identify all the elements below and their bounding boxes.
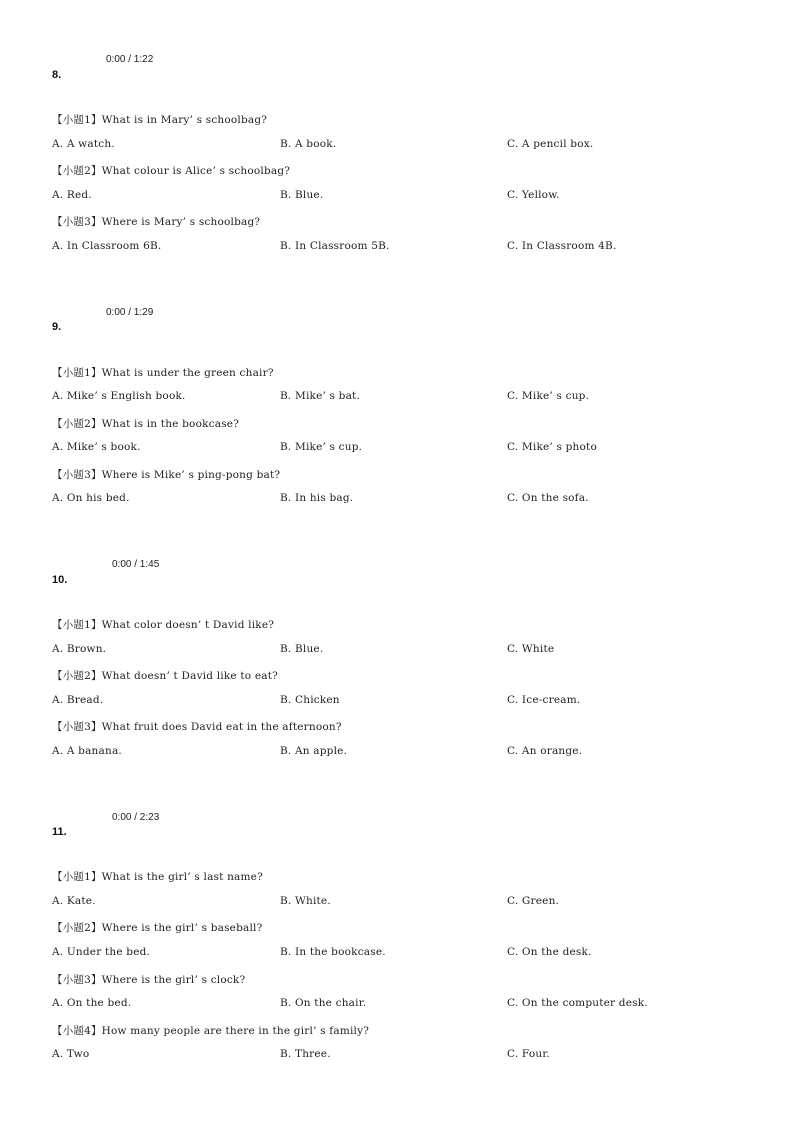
sub-question-prompt: 【小题3】What fruit does David eat in the afternoon? bbox=[52, 721, 342, 733]
option-c: C. White bbox=[507, 643, 555, 655]
option-c: C. Four. bbox=[507, 1048, 550, 1060]
option-a: A. Two bbox=[52, 1048, 90, 1060]
option-c: C. Green. bbox=[507, 895, 560, 907]
audio-player-time[interactable]: 0:00 / 1:45 bbox=[112, 559, 160, 570]
option-c: C. An orange. bbox=[507, 745, 583, 757]
sub-question-prompt: 【小题3】Where is the girl’ s clock? bbox=[52, 974, 246, 986]
option-b: B. In his bag. bbox=[280, 492, 354, 504]
option-a: A. Under the bed. bbox=[52, 946, 151, 958]
audio-player-time[interactable]: 0:00 / 2:23 bbox=[112, 812, 160, 823]
option-a: A. On the bed. bbox=[52, 997, 132, 1009]
option-c: C. Mike’ s photo bbox=[507, 441, 597, 453]
sub-question-prompt: 【小题1】What is the girl’ s last name? bbox=[52, 871, 263, 883]
option-b: B. In the bookcase. bbox=[280, 946, 386, 958]
option-a: A. A watch. bbox=[52, 138, 115, 150]
option-a: A. In Classroom 6B. bbox=[52, 240, 162, 252]
sub-question-prompt: 【小题1】What color doesn’ t David like? bbox=[52, 619, 275, 631]
option-a: A. Brown. bbox=[52, 643, 107, 655]
option-a: A. A banana. bbox=[52, 745, 122, 757]
option-b: B. Mike’ s cup. bbox=[280, 441, 363, 453]
audio-player-time[interactable]: 0:00 / 1:29 bbox=[106, 307, 154, 318]
option-b: B. An apple. bbox=[280, 745, 348, 757]
sub-question-prompt: 【小题1】What is under the green chair? bbox=[52, 367, 274, 379]
question-number: 11. bbox=[52, 826, 67, 838]
sub-question-prompt: 【小题3】Where is Mike’ s ping-pong bat? bbox=[52, 469, 281, 481]
option-c: C. Ice-cream. bbox=[507, 694, 581, 706]
option-a: A. Red. bbox=[52, 189, 92, 201]
sub-question-prompt: 【小题4】How many people are there in the girl’ s family? bbox=[52, 1025, 370, 1037]
question-number: 10. bbox=[52, 574, 68, 586]
sub-question-prompt: 【小题3】Where is Mary’ s schoolbag? bbox=[52, 216, 261, 228]
option-b: B. Mike’ s bat. bbox=[280, 390, 361, 402]
question-number: 9. bbox=[52, 321, 62, 333]
option-c: C. On the computer desk. bbox=[507, 997, 648, 1009]
sub-question-prompt: 【小题2】Where is the girl’ s baseball? bbox=[52, 922, 263, 934]
option-b: B. A book. bbox=[280, 138, 337, 150]
option-b: B. Chicken bbox=[280, 694, 340, 706]
option-c: C. Mike’ s cup. bbox=[507, 390, 590, 402]
option-c: C. Yellow. bbox=[507, 189, 560, 201]
question-number: 8. bbox=[52, 69, 62, 81]
option-b: B. In Classroom 5B. bbox=[280, 240, 390, 252]
option-b: B. On the chair. bbox=[280, 997, 367, 1009]
sub-question-prompt: 【小题1】What is in Mary’ s schoolbag? bbox=[52, 114, 268, 126]
option-c: C. On the desk. bbox=[507, 946, 592, 958]
option-a: A. Mike’ s book. bbox=[52, 441, 141, 453]
sub-question-prompt: 【小题2】What is in the bookcase? bbox=[52, 418, 240, 430]
option-b: B. White. bbox=[280, 895, 331, 907]
option-c: C. On the sofa. bbox=[507, 492, 589, 504]
option-c: C. A pencil box. bbox=[507, 138, 594, 150]
option-a: A. Bread. bbox=[52, 694, 104, 706]
option-b: B. Three. bbox=[280, 1048, 331, 1060]
option-b: B. Blue. bbox=[280, 643, 324, 655]
audio-player-time[interactable]: 0:00 / 1:22 bbox=[106, 54, 154, 65]
option-a: A. Mike’ s English book. bbox=[52, 390, 186, 402]
option-a: A. On his bed. bbox=[52, 492, 130, 504]
option-c: C. In Classroom 4B. bbox=[507, 240, 617, 252]
sub-question-prompt: 【小题2】What colour is Alice’ s schoolbag? bbox=[52, 165, 291, 177]
option-b: B. Blue. bbox=[280, 189, 324, 201]
sub-question-prompt: 【小题2】What doesn’ t David like to eat? bbox=[52, 670, 278, 682]
option-a: A. Kate. bbox=[52, 895, 96, 907]
